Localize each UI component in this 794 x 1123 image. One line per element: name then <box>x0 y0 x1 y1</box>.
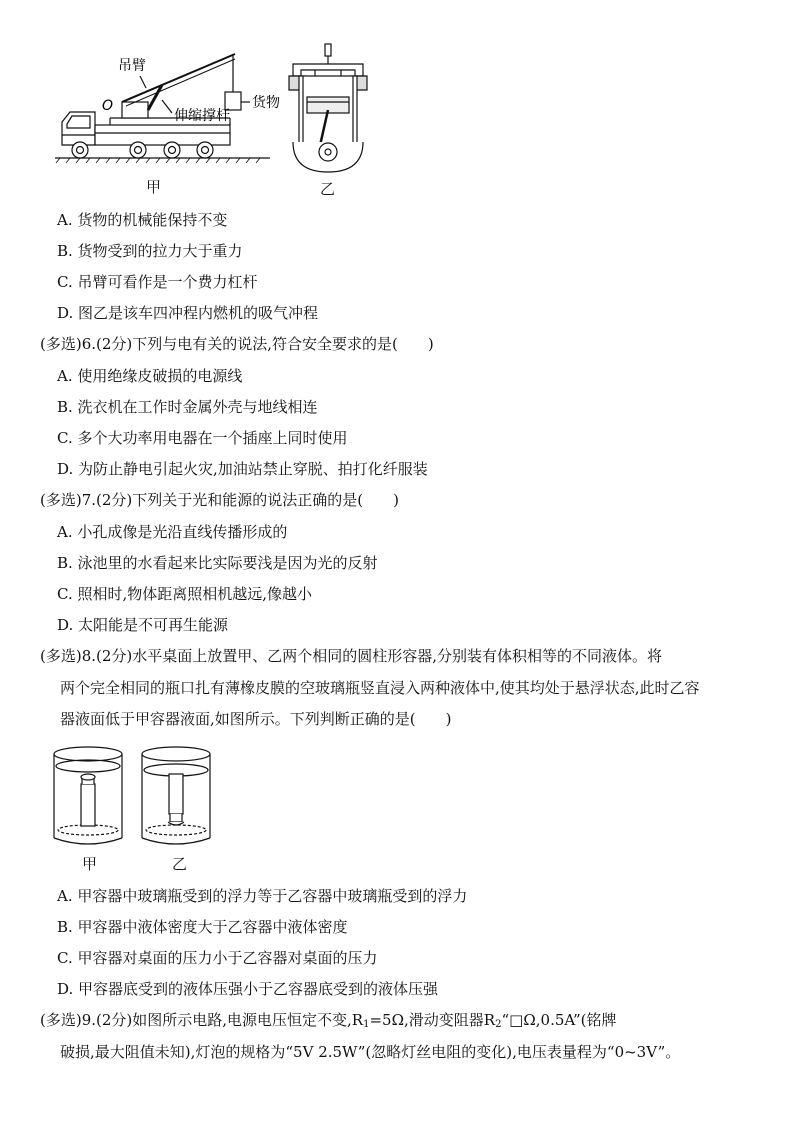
label-boom: 吊臂 <box>118 58 146 74</box>
q8-option-b: B. 甲容器中液体密度大于乙容器中液体密度 <box>57 918 348 936</box>
q6-option-c: C. 多个大功率用电器在一个插座上同时使用 <box>57 429 348 447</box>
q5-option-d: D. 图乙是该车四冲程内燃机的吸气冲程 <box>57 304 319 322</box>
q6-option-b: B. 洗衣机在工作时金属外壳与地线相连 <box>57 398 318 416</box>
q8-option-a: A. 甲容器中玻璃瓶受到的浮力等于乙容器中玻璃瓶受到的浮力 <box>57 887 468 905</box>
q7-option-c: C. 照相时,物体距离照相机越远,像越小 <box>57 585 313 603</box>
label-cargo: 货物 <box>252 95 280 111</box>
q5-option-b: B. 货物受到的拉力大于重力 <box>57 242 243 260</box>
q8-stem-line3: 器液面低于甲容器液面,如图所示。下列判断正确的是( ) <box>60 710 452 728</box>
q8-caption-jia: 甲 <box>82 855 98 873</box>
q8-stem-line1: (多选)8.(2分)水平桌面上放置甲、乙两个相同的圆柱形容器,分别装有体积相等的不同液体。将 <box>40 647 663 665</box>
label-pivot: O <box>102 98 114 114</box>
q9-sub-r2: 2 <box>495 1019 502 1030</box>
q8-option-d: D. 甲容器底受到的液体压强小于乙容器底受到的液体压强 <box>57 980 439 998</box>
q5-option-a: A. 货物的机械能保持不变 <box>57 211 228 229</box>
q9-text-part1: (多选)9.(2分)如图所示电路,电源电压恒定不变,R <box>40 1011 364 1029</box>
q9-stem-line1 <box>40 1010 617 1035</box>
q9-sub-r1: 1 <box>363 1019 370 1030</box>
containers-figure <box>52 742 212 852</box>
q7-option-b: B. 泳池里的水看起来比实际要浅是因为光的反射 <box>57 554 378 572</box>
figure-caption-yi: 乙 <box>320 180 336 198</box>
q5-option-c: C. 吊臂可看作是一个费力杠杆 <box>57 273 258 291</box>
q7-option-d: D. 太阳能是不可再生能源 <box>57 616 229 634</box>
q9-text-part3: “□Ω,0.5A”(铭牌 <box>501 1011 617 1029</box>
q6-option-d: D. 为防止静电引起火灾,加油站禁止穿脱、拍打化纤服装 <box>57 460 428 478</box>
q8-stem-line2: 两个完全相同的瓶口扎有薄橡皮膜的空玻璃瓶竖直浸入两种液体中,使其均处于悬浮状态,此时乙容 <box>60 679 700 697</box>
crane-truck-figure <box>50 40 290 170</box>
q7-option-a: A. 小孔成像是光沿直线传播形成的 <box>57 523 288 541</box>
q8-caption-yi: 乙 <box>172 855 188 873</box>
engine-cylinder-figure <box>285 42 375 177</box>
q9-text-part2: =5Ω,滑动变阻器R <box>369 1011 496 1029</box>
figure-caption-jia: 甲 <box>146 178 162 196</box>
q6-stem: (多选)6.(2分)下列与电有关的说法,符合安全要求的是( ) <box>40 335 434 353</box>
q7-stem: (多选)7.(2分)下列关于光和能源的说法正确的是( ) <box>40 491 399 509</box>
label-strut: 伸缩撑杆 <box>174 108 230 124</box>
q9-stem-line2: 破损,最大阻值未知),灯泡的规格为“5V 2.5W”(忽略灯丝电阻的变化),电压表量程为“0~3V”。 <box>60 1043 681 1061</box>
q6-option-a: A. 使用绝缘皮破损的电源线 <box>57 367 243 385</box>
q8-option-c: C. 甲容器对桌面的压力小于乙容器对桌面的压力 <box>57 949 378 967</box>
